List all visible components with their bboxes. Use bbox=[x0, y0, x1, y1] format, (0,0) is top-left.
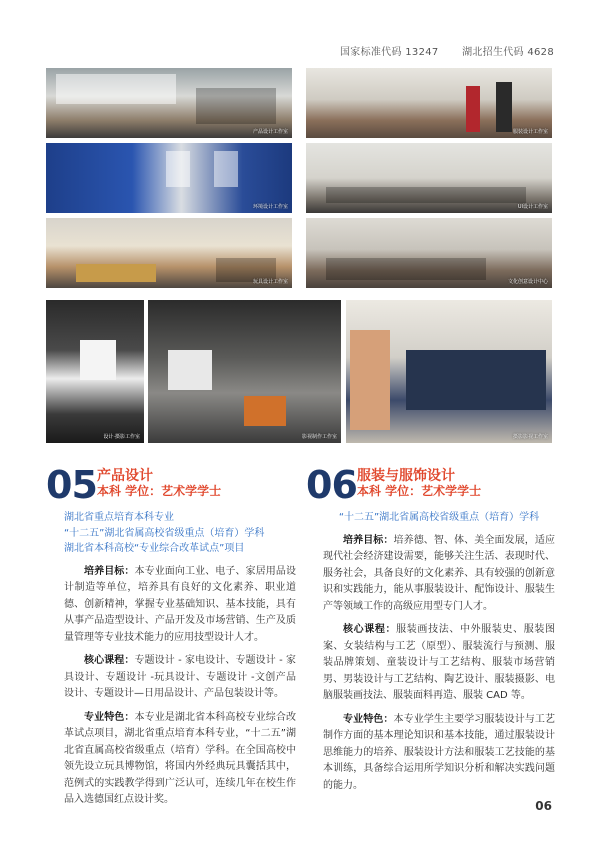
photo-caption: 影视制作工作室 bbox=[301, 434, 337, 440]
program-features: 专业特色：本专业是湖北省本科高校专业综合改革试点项目，湖北省重点培育本科专业，“十二五”湖北省直属高校省级重点（培育）学科。在全国高校中领先设立玩具博物馆，将国内外经典玩具囊括其中，范例式的实践教学得到广泛认可，连续几年在校生作品入选德国红点设计奖。 bbox=[64, 711, 296, 805]
photo-environment-studio bbox=[46, 143, 292, 213]
photo-product-studio bbox=[46, 68, 292, 138]
photo-creative-center bbox=[306, 218, 552, 288]
section-product-design-body bbox=[64, 510, 296, 809]
photo-film-studio bbox=[148, 300, 341, 443]
photo-fashion-studio bbox=[306, 68, 552, 138]
core-courses: 核心课程：专题设计 - 家电设计、专题设计 - 家具设计、专题设计 -玩具设计、专题设计 -文创产品设计、专题设计—日用品设计、产品包装设计等。 bbox=[64, 655, 296, 699]
section-number: 05 bbox=[46, 463, 97, 507]
photo-design-photography-studio bbox=[46, 300, 144, 443]
national-code: 国家标准代码 13247 bbox=[339, 47, 439, 58]
photo-caption: 服装设计工作室 bbox=[512, 129, 548, 135]
program-features: 专业特色：本专业学生主要学习服装设计与工艺制作方面的基本理论知识和基本技能，通过服装设计思维能力的培养、服装设计方法和服装工艺技能的基本训练，具备综合运用所学知识分析和解决实践问题的能力。 bbox=[323, 713, 555, 791]
photo-caption: 环境设计工作室 bbox=[252, 204, 288, 210]
section-subtitle: 本科 学位：艺术学学士 bbox=[357, 484, 482, 498]
photo-caption: 文化创意设计中心 bbox=[507, 279, 548, 285]
honor-tag: 湖北省重点培育本科专业 bbox=[64, 512, 174, 523]
section-fashion-design-body bbox=[323, 510, 555, 794]
photo-toy-studio bbox=[46, 218, 292, 288]
photo-caption: 玩具设计工作室 bbox=[252, 279, 288, 285]
section-number: 06 bbox=[306, 463, 357, 507]
photo-caption: 设计·摄影工作室 bbox=[103, 434, 140, 440]
training-goal: 培养目标：培养德、智、体、美全面发展，适应现代社会经济建设需要，能够关注生活、表现时代、服务社会，具备良好的文化素养、具有较强的创新意识和实践能力，能从事服装设计、配饰设计、服装生产等领域工作的高级应用型专门人才。 bbox=[323, 534, 555, 612]
institution-codes bbox=[340, 43, 554, 58]
training-goal: 培养目标：本专业面向工业、电子、家居用品设计制造等单位，培养具有良好的文化素养、职业道德、创新精神，掌握专业基础知识、基本技能，具有从事产品造型设计、产品开发及市场营销、生产及质量管理等专业技术能力的应用技型设计人才。 bbox=[64, 565, 296, 643]
section-title: 产品设计 bbox=[97, 468, 153, 484]
section-title: 服装与服饰设计 bbox=[357, 468, 455, 484]
hubei-code: 湖北招生代码 4628 bbox=[462, 47, 554, 58]
photo-ui-studio bbox=[306, 143, 552, 213]
honor-tag: “十二五”湖北省属高校省级重点（培育）学科 bbox=[64, 527, 265, 539]
honor-tag: “十二五”湖北省属高校省级重点（培育）学科 bbox=[338, 512, 540, 523]
photo-photography-video-studio bbox=[346, 300, 552, 443]
photo-caption: 摄影影视工作室 bbox=[512, 434, 548, 440]
section-subtitle: 本科 学位：艺术学学士 bbox=[97, 484, 222, 498]
photo-caption: 产品设计工作室 bbox=[252, 129, 288, 135]
honor-tag: 湖北省本科高校“专业综合改革试点”项目 bbox=[64, 543, 245, 554]
photo-caption: UI设计工作室 bbox=[517, 204, 548, 210]
core-courses: 核心课程：服装画技法、中外服装史、服装图案、女装结构与工艺（原型）、服装流行与预测、服装品牌策划、童装设计与工艺结构、服装市场营销男、男装设计与工艺结构、陶艺设计、服装摄影、电脑服装画技法、服装面料再造、服装 CAD 等。 bbox=[323, 624, 556, 701]
page-number: 06 bbox=[535, 799, 552, 813]
